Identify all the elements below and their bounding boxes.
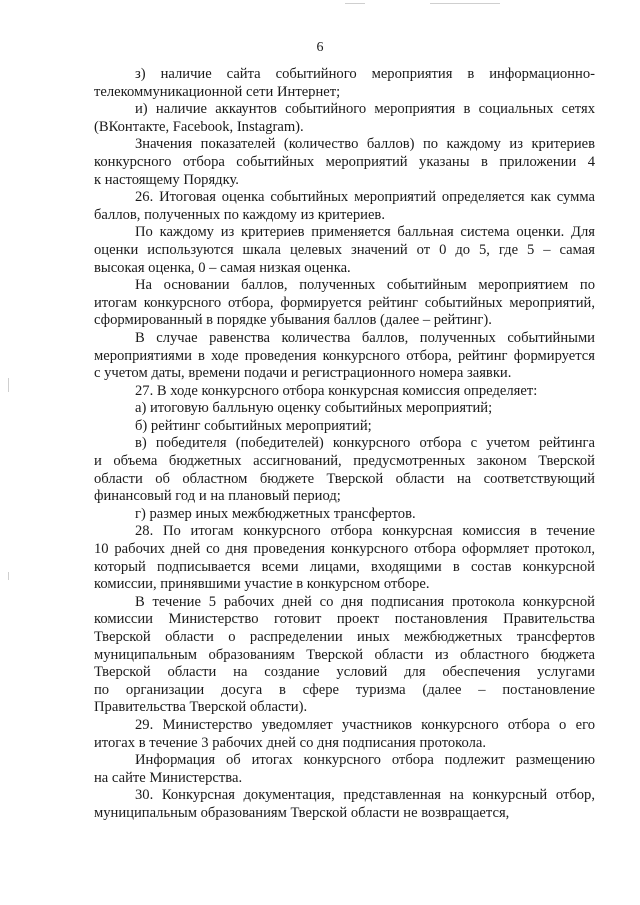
- text-line: Тверской области о распределении иных межбюджетных трансфертов: [94, 629, 595, 645]
- paragraph: [94, 383, 595, 401]
- text-line: муниципальным образованиям Тверской области из областного бюджета: [94, 646, 595, 663]
- scan-mark: [8, 378, 9, 392]
- text-line: в) победителя (победителей) конкурсного отбора с учетом рейтинга: [135, 435, 595, 452]
- text-line: мероприятиями в ходе проведения конкурсного отбора, рейтинг формируется: [94, 347, 595, 364]
- text-line: В течение 5 рабочих дней со дня подписания протокола конкурсной: [135, 593, 595, 610]
- paragraph: [94, 787, 595, 822]
- text-line: Значения показателей (количество баллов) по каждому из критериев: [135, 136, 595, 153]
- paragraph: [94, 717, 595, 752]
- text-line: итогах в течение 3 рабочих дней со дня подписания протокола.: [94, 734, 487, 751]
- text-line: Информация об итогах конкурсного отбора подлежит размещению: [135, 752, 595, 769]
- paragraph: [94, 330, 595, 383]
- text-line: оценки используются шкала целевых значений от 0 до 5, где 5 – самая: [94, 241, 595, 258]
- text-line: по организации досуга в сфере туризма (далее – постановление: [94, 681, 595, 698]
- text-line: конкурсного отбора событийных мероприятий указаны в приложении 4: [94, 153, 595, 170]
- text-line: комиссии, принявшими участие в конкурсном отборе.: [94, 576, 430, 593]
- text-line: муниципальным образованиям Тверской области не возвращается,: [94, 804, 510, 821]
- text-line: 10 рабочих дней со дня проведения конкурсного отбора оформляет протокол,: [94, 541, 595, 558]
- paragraph: [94, 523, 595, 593]
- text-line: и объема бюджетных ассигнований, предусмотренных законом Тверской: [94, 453, 595, 470]
- paragraph: [94, 189, 595, 224]
- paragraph: [94, 136, 595, 189]
- text-line: 26. Итоговая оценка событийных мероприятий определяется как сумма: [135, 189, 595, 206]
- text-line: По каждому из критериев применяется балльная система оценки. Для: [135, 224, 595, 241]
- paragraph: [94, 66, 595, 101]
- text-line: 27. В ходе конкурсного отбора конкурсная комиссия определяет:: [135, 382, 538, 399]
- text-line: комиссии Министерство готовит проект постановления Правительства: [94, 611, 595, 628]
- paragraph: [94, 594, 595, 717]
- text-line: Правительства Тверской области).: [94, 699, 308, 716]
- scan-mark: [345, 3, 365, 4]
- text-line: итогам конкурсного отбора, формируется рейтинг событийных мероприятий,: [94, 294, 595, 311]
- text-line: сформированный в порядке убывания баллов (далее – рейтинг).: [94, 312, 492, 329]
- text-line: а) итоговую балльную оценку событийных мероприятий;: [135, 400, 493, 417]
- text-line: 30. Конкурсная документация, представленная на конкурсный отбор,: [135, 787, 595, 804]
- text-line: 28. По итогам конкурсного отбора конкурсная комиссия в течение: [135, 523, 595, 540]
- paragraph: [94, 752, 595, 787]
- text-line: (ВКонтакте, Facebook, Instagram).: [94, 118, 304, 135]
- text-line: г) размер иных межбюджетных трансфертов.: [135, 505, 416, 522]
- scan-mark: [8, 572, 9, 580]
- paragraph: [94, 224, 595, 277]
- text-line: Тверской области на создание условий для обеспечения услугами: [94, 664, 595, 681]
- text-line: с учетом даты, времени подачи и регистрационного номера заявки.: [94, 365, 512, 382]
- scan-mark: [430, 3, 500, 4]
- page-number: 6: [316, 40, 324, 55]
- text-line: который подписывается всеми лицами, входящими в состав конкурсной: [94, 558, 595, 575]
- text-line: з) наличие сайта событийного мероприятия в информационно-: [135, 66, 595, 82]
- text-line: области об областном бюджете Тверской области на соответствующий: [94, 470, 595, 487]
- text-line: высокая оценка, 0 – самая низкая оценка.: [94, 259, 351, 276]
- document-text: [94, 66, 595, 823]
- paragraph: [94, 101, 595, 136]
- text-line: финансовый год и на плановый период;: [94, 488, 341, 505]
- paragraph: [94, 277, 595, 330]
- text-line: б) рейтинг событийных мероприятий;: [135, 417, 372, 434]
- paragraph: [94, 506, 595, 524]
- text-line: и) наличие аккаунтов событийного мероприятия в социальных сетях: [135, 101, 595, 118]
- text-line: В случае равенства количества баллов, полученных событийными: [135, 329, 595, 346]
- text-line: к настоящему Порядку.: [94, 171, 239, 188]
- text-line: На основании баллов, полученных событийным мероприятием по: [135, 277, 595, 294]
- paragraph: [94, 418, 595, 436]
- text-line: телекоммуникационной сети Интернет;: [94, 83, 341, 100]
- text-line: баллов, полученных по каждому из критериев.: [94, 206, 385, 223]
- text-line: на сайте Министерства.: [94, 769, 243, 786]
- paragraph: [94, 435, 595, 505]
- text-line: 29. Министерство уведомляет участников конкурсного отбора о его: [135, 716, 595, 733]
- paragraph: [94, 400, 595, 418]
